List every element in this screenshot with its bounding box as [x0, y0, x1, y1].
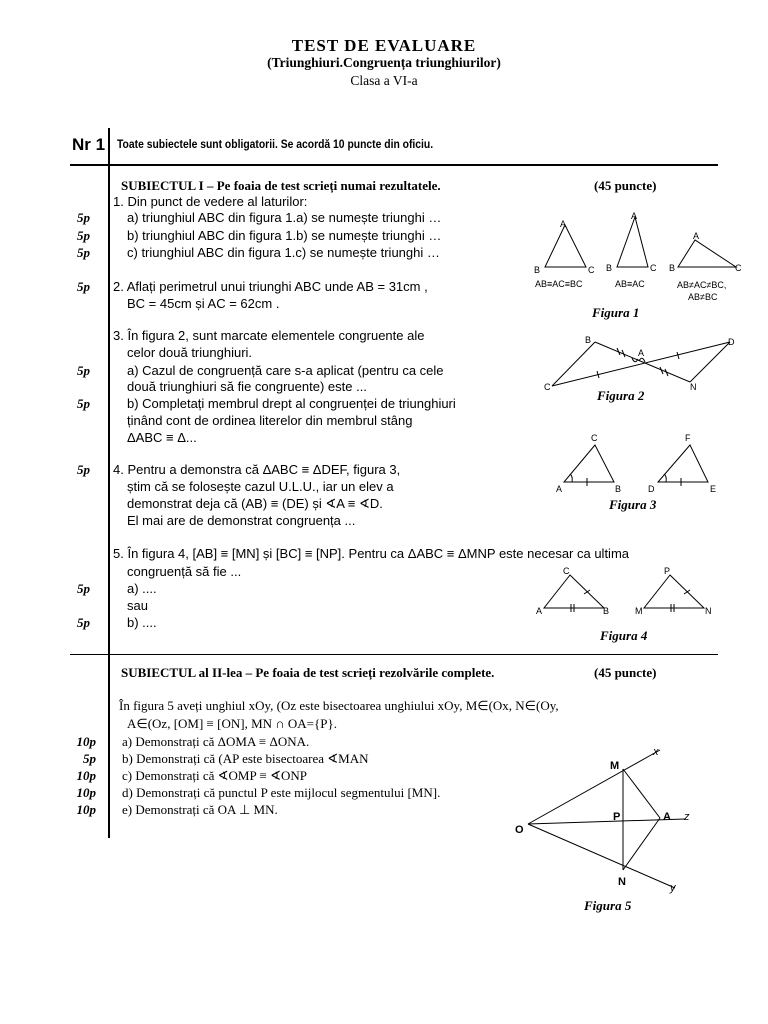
fig2-D: D [728, 337, 735, 347]
q1b-text: b) triunghiul ABC din figura 1.b) se numește triunghi … [127, 228, 442, 243]
segment-ma [623, 769, 660, 818]
q5-or: sau [127, 598, 148, 613]
q5b-text: b) .... [127, 615, 157, 630]
q3a-points: 5p [77, 363, 90, 378]
s2c-text: c) Demonstrați că ∢OMP ≡ ∢ONP [122, 768, 307, 783]
q3a-line2: două triunghiuri să fie congruente) este ... [127, 379, 367, 394]
q5a-points: 5p [77, 581, 90, 596]
q3-line1: 3. În figura 2, sunt marcate elementele congruente ale [113, 328, 425, 343]
fig1b-B: B [606, 263, 613, 273]
fig4-N: N [705, 606, 712, 616]
fig5-A: A [663, 811, 671, 823]
fig5-O: O [515, 824, 524, 836]
figure-5-caption: Figura 5 [584, 898, 632, 913]
q3a-line1: a) Cazul de congruență care s-a aplicat (pentru ca cele [127, 363, 444, 378]
vertical-divider [108, 128, 110, 838]
s2-line1: În figura 5 aveți unghiul xOy, (Oz este bisectoarea unghiului xOy, M∈(Ox, N∈(Oy, [119, 698, 559, 713]
s2b-points: 5p [83, 751, 96, 766]
s2a-text: a) Demonstrați că ΔOMA ≡ ΔONA. [122, 734, 310, 749]
q4-line1: 4. Pentru a demonstra că ΔABC ≡ ΔDEF, figura 3, [113, 462, 401, 477]
fig2-A: A [638, 348, 645, 358]
segment-na [623, 818, 660, 870]
fig1a-triangle [545, 225, 586, 267]
figure-4-caption: Figura 4 [600, 628, 648, 643]
q5-line2: congruență să fie ... [127, 564, 242, 579]
grade-label: Clasa a VI-a [350, 73, 418, 88]
q4-points: 5p [77, 462, 90, 477]
fig1c-label1: AB≠AC≠BC, [677, 280, 727, 290]
fig1b-A: A [631, 211, 638, 221]
fig4-A: A [536, 606, 543, 616]
figure-2-caption: Figura 2 [597, 388, 645, 403]
q2-points: 5p [77, 279, 90, 294]
fig1b-label: AB≡AC [615, 279, 645, 289]
figure-1-caption: Figura 1 [592, 305, 640, 320]
q2-line1: 2. Aflați perimetrul unui triunghi ABC unde AB = 31cm , [113, 279, 428, 294]
q1b-points: 5p [77, 228, 90, 243]
ray-oz [528, 819, 685, 824]
fig5-P: P [613, 811, 621, 823]
subject1-title: SUBIECTUL I – Pe foaia de test scrieți numai rezultatele. [121, 178, 441, 193]
q1a-text: a) triunghiul ABC din figura 1.a) se numește triunghi … [127, 210, 442, 225]
figure-3 [550, 430, 730, 498]
q4-line2: știm că se folosește cazul U.L.U., iar un elev a [127, 479, 394, 494]
test-number: Nr 1 [72, 135, 106, 154]
fig3-A: A [556, 484, 563, 494]
q5b-points: 5p [77, 615, 90, 630]
fig1a-label: AB≡AC≡BC [535, 279, 583, 289]
fig3-C: C [591, 433, 598, 443]
q2-line2: BC = 45cm și AC = 62cm . [127, 296, 280, 311]
fig4-P: P [664, 566, 671, 576]
fig2-B: B [585, 335, 592, 345]
subject2-title: SUBIECTUL al II-lea – Pe foaia de test scrieți rezolvările complete. [121, 665, 495, 680]
page-title: TEST DE EVALUARE [291, 36, 477, 55]
s2d-points: 10p [76, 785, 96, 800]
figure-4 [532, 565, 722, 620]
q3-line2: celor două triunghiuri. [127, 345, 253, 360]
ray-ox [528, 750, 660, 824]
fig5-y: y [670, 882, 676, 894]
q5-line1: 5. În figura 4, [AB] ≡ [MN] și [BC] ≡ [NP]. Pentru ca ΔABC ≡ ΔMNP este necesar ca ultima [113, 546, 630, 561]
figure-3-caption: Figura 3 [609, 497, 657, 512]
ray-oy [528, 824, 675, 888]
fig3-F: F [685, 433, 691, 443]
header-rule [70, 164, 718, 166]
fig5-M: M [610, 760, 620, 772]
section-rule [70, 654, 718, 655]
subject1-points: (45 puncte) [594, 178, 657, 193]
fig5-z: z [684, 811, 690, 823]
q1a-points: 5p [77, 210, 90, 225]
fig1c-label2: AB≠BC [688, 292, 718, 302]
figure-5 [510, 740, 700, 900]
fig5-N: N [618, 876, 626, 888]
fig4-B: B [603, 606, 610, 616]
fig1c-B: B [669, 263, 676, 273]
q1c-points: 5p [77, 245, 90, 260]
q3b-line3: ΔABC ≡ Δ... [127, 430, 197, 445]
fig1a-C: C [588, 265, 595, 275]
s2a-points: 10p [76, 734, 96, 749]
fig4-M: M [635, 606, 643, 616]
fig1c-A: A [693, 231, 700, 241]
fig2-N: N [690, 382, 697, 392]
instructions-text: Toate subiectele sunt obligatorii. Se acordă 10 puncte din oficiu. [117, 139, 434, 151]
fig1b-triangle [617, 217, 648, 267]
fig1c-triangle [678, 240, 736, 267]
fig2-C: C [544, 382, 551, 392]
q3b-points: 5p [77, 396, 90, 411]
s2-line2: A∈(Oz, [OM] ≡ [ON], MN ∩ OA={P}. [127, 716, 337, 731]
s2c-points: 10p [76, 768, 96, 783]
s2b-text: b) Demonstrați că (AP este bisectoarea ∢MAN [122, 751, 369, 766]
q4-line4: El mai are de demonstrat congruența ... [127, 513, 356, 528]
fig3-E: E [710, 484, 717, 494]
q4-line3: demonstrat deja că (AB) ≡ (DE) și ∢A ≡ ∢D. [127, 496, 383, 511]
fig1b-C: C [650, 263, 657, 273]
s2e-points: 10p [76, 802, 96, 817]
figure-2 [540, 332, 740, 392]
fig1c-C: C [735, 263, 742, 273]
q1-intro: 1. Din punct de vedere al laturilor: [113, 194, 308, 209]
q3b-line2: ținând cont de ordinea literelor din membrul stâng [127, 413, 413, 428]
fig4-C: C [563, 566, 570, 576]
q5a-text: a) .... [127, 581, 157, 596]
s2d-text: d) Demonstrați că punctul P este mijlocul segmentului [MN]. [122, 785, 441, 800]
fig5-x: x [653, 746, 659, 758]
fig1a-A: A [560, 219, 567, 229]
s2e-text: e) Demonstrați că OA ⊥ MN. [122, 802, 278, 817]
q3b-line1: b) Completați membrul drept al congruenței de triunghiuri [127, 396, 456, 411]
fig3-D: D [648, 484, 655, 494]
subject2-points: (45 puncte) [594, 665, 657, 680]
fig3-B: B [615, 484, 622, 494]
q1c-text: c) triunghiul ABC din figura 1.c) se numește triunghi … [127, 245, 440, 260]
fig1a-B: B [534, 265, 541, 275]
page-subtitle: (Triunghiuri.Congruența triunghiurilor) [267, 55, 501, 70]
